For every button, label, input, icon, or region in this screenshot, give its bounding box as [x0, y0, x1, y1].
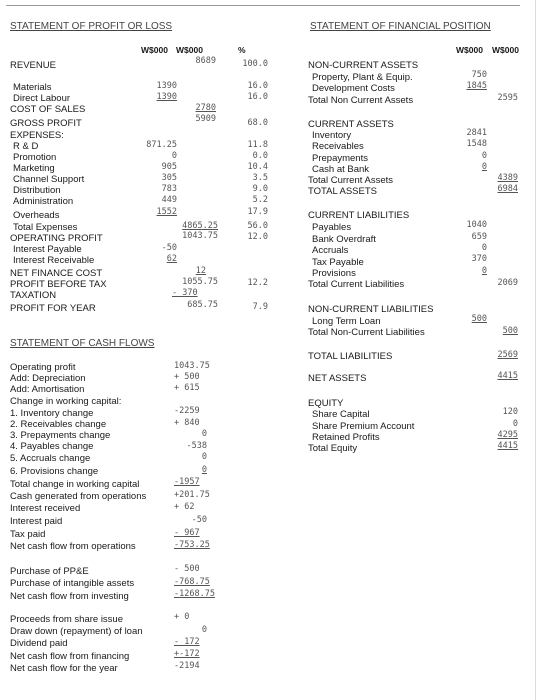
pl-pct-revenue: 100.0: [242, 59, 268, 69]
pl-label-net-finance-cost: NET FINANCE COST: [10, 268, 103, 279]
pl-pct-rnd: 11.8: [247, 140, 268, 150]
fp-label-share-premium: Share Premium Account: [312, 421, 415, 432]
fp-label-total-assets: TOTAL ASSETS: [308, 186, 377, 197]
cf-label-net-financing: Net cash flow from financing: [10, 651, 130, 662]
fp-val-inventory: 2841: [466, 128, 487, 138]
fp-label-total-nca: Total Non Current Assets: [308, 95, 414, 106]
cf-val-provisions-change: 0: [201, 465, 207, 475]
cf-label-payables-change: 4. Payables change: [10, 441, 94, 452]
fp-val-total-liabilities: 2569: [497, 350, 518, 360]
fp-label-total-current-assets: Total Current Assets: [308, 175, 394, 186]
pl-pct-total-expenses: 56.0: [247, 221, 268, 231]
cf-label-purchase-ppe: Purchase of PP&E: [10, 566, 89, 577]
cf-label-net-investing: Net cash flow from investing: [10, 591, 129, 602]
fp-val-total-current-assets: 4389: [497, 173, 518, 183]
pl-label-overheads: Overheads: [13, 210, 60, 221]
fp-val-cash-at-bank: 0: [481, 162, 487, 172]
pl-val-administration: 449: [161, 195, 177, 205]
cf-label-cash-generated: Cash generated from operations: [10, 491, 147, 502]
fp-label-provisions: Provisions: [312, 268, 356, 279]
pl-pct-profit-for-year: 7.9: [252, 302, 268, 312]
fp-label-ppe: Property, Plant & Equip.: [312, 72, 413, 83]
pl-pct-marketing: 10.4: [247, 162, 268, 172]
cf-val-payables-change: -538: [186, 441, 207, 451]
pl-val-gross-profit: 5909: [195, 114, 216, 124]
cf-label-interest-paid: Interest paid: [10, 516, 63, 527]
fp-val-total-equity: 4415: [497, 441, 518, 451]
cf-label-inventory-change: 1. Inventory change: [10, 408, 94, 419]
fp-label-nca: NON-CURRENT ASSETS: [308, 60, 419, 71]
pl-pct-gross-profit: 68.0: [247, 118, 268, 128]
pl-label-direct-labour: Direct Labour: [13, 93, 71, 104]
cf-val-purchase-ppe: - 500: [174, 564, 200, 574]
pl-pct-overheads: 17.9: [247, 207, 268, 217]
cf-val-receivables-change: + 840: [174, 418, 200, 428]
pl-pct-distribution: 9.0: [252, 184, 268, 194]
pl-val-profit-before-tax: 1055.75: [182, 277, 218, 287]
cf-val-interest-paid: -50: [191, 515, 207, 525]
cf-label-total-wc-change: Total change in working capital: [10, 479, 140, 490]
pl-pct-direct-labour: 16.0: [247, 92, 268, 102]
cf-label-working-capital: Change in working capital:: [10, 396, 122, 407]
pl-val-overheads: 1552: [156, 207, 177, 217]
fp-label-total-ncl: Total Non-Current Liabilities: [308, 327, 425, 338]
cf-val-inventory-change: -2259: [174, 406, 200, 416]
fp-label-prepayments: Prepayments: [312, 153, 368, 164]
fp-label-long-term-loan: Long Term Loan: [312, 316, 381, 327]
cf-val-net-operations: -753.25: [174, 540, 210, 550]
cf-val-net-year: -2194: [174, 661, 200, 671]
cf-val-tax-paid: - 967: [174, 528, 200, 538]
fp-label-total-current-liabilities: Total Current Liabilities: [308, 279, 405, 290]
pl-label-taxation: TAXATION: [10, 290, 57, 301]
cf-val-accruals-change: 0: [201, 452, 207, 462]
cf-label-net-year: Net cash flow for the year: [10, 663, 118, 674]
pl-pct-operating-profit: 12.0: [247, 232, 268, 242]
pl-val-rnd: 871.25: [146, 140, 177, 150]
right-border: [535, 0, 536, 700]
pl-label-interest-payable: Interest Payable: [13, 244, 82, 255]
fp-val-payables: 1040: [466, 220, 487, 230]
pl-val-materials: 1390: [156, 81, 177, 91]
fp-val-accruals: 0: [481, 243, 487, 253]
fp-val-total-assets: 6984: [497, 184, 518, 194]
cf-val-loan: 0: [201, 625, 207, 635]
pl-label-promotion: Promotion: [13, 152, 57, 163]
pl-col1-header: W$000: [141, 45, 168, 55]
cf-val-amortisation: + 615: [174, 383, 200, 393]
cf-label-accruals-change: 5. Accruals change: [10, 453, 91, 464]
fp-label-dev-costs: Development Costs: [312, 83, 395, 94]
pl-col3-header: %: [238, 45, 246, 55]
fp-label-ncl: NON-CURRENT LIABILITIES: [308, 304, 434, 315]
cf-val-operating-profit: 1043.75: [174, 361, 210, 371]
fp-val-retained-profits: 4295: [497, 430, 518, 440]
cf-val-net-investing: -1268.75: [174, 589, 215, 599]
fp-label-total-equity: Total Equity: [308, 443, 358, 454]
fp-val-share-premium: 0: [512, 419, 518, 429]
fp-label-inventory: Inventory: [312, 130, 352, 141]
pl-pct-promotion: 0.0: [252, 151, 268, 161]
pl-val-interest-receivable: 62: [166, 254, 177, 264]
cf-val-prepayments-change: 0: [201, 429, 207, 439]
pl-label-interest-receivable: Interest Receivable: [13, 255, 95, 266]
fp-title: STATEMENT OF FINANCIAL POSITION: [310, 21, 491, 32]
cf-val-dividend: - 172: [174, 637, 200, 647]
fp-label-current-assets: CURRENT ASSETS: [308, 119, 394, 130]
fp-label-equity: EQUITY: [308, 398, 344, 409]
pl-pct-profit-before-tax: 12.2: [247, 278, 268, 288]
fp-label-accruals: Accruals: [312, 245, 349, 256]
cf-label-interest-received: Interest received: [10, 503, 81, 514]
pl-pct-channel-support: 3.5: [252, 173, 268, 183]
cf-label-dividend: Dividend paid: [10, 638, 68, 649]
fp-label-bank-overdraft: Bank Overdraft: [312, 234, 376, 245]
pl-val-cost-of-sales: 2780: [195, 103, 216, 113]
fp-val-net-assets: 4415: [497, 371, 518, 381]
pl-val-revenue: 8689: [195, 56, 216, 66]
pl-label-channel-support: Channel Support: [13, 174, 85, 185]
pl-label-cost-of-sales: COST OF SALES: [10, 104, 86, 115]
pl-label-revenue: REVENUE: [10, 60, 56, 71]
cf-title: STATEMENT OF CASH FLOWS: [10, 338, 155, 349]
cf-val-purchase-intangible: -768.75: [174, 577, 210, 587]
pl-label-distribution: Distribution: [13, 185, 61, 196]
cf-val-total-wc-change: -1957: [174, 477, 200, 487]
fp-val-dev-costs: 1845: [466, 81, 487, 91]
cf-label-operating-profit: Operating profit: [10, 362, 76, 373]
pl-label-operating-profit: OPERATING PROFIT: [10, 233, 103, 244]
pl-label-total-expenses: Total Expenses: [13, 222, 78, 233]
pl-val-net-finance-cost: 12: [195, 266, 206, 276]
pl-val-direct-labour: 1390: [156, 92, 177, 102]
pl-label-marketing: Marketing: [13, 163, 55, 174]
pl-pct-materials: 16.0: [247, 81, 268, 91]
fp-val-prepayments: 0: [481, 151, 487, 161]
fp-val-provisions: 0: [481, 266, 487, 276]
pl-col2-header: W$000: [176, 45, 203, 55]
pl-val-profit-for-year: 685.75: [187, 300, 218, 310]
cf-label-prepayments-change: 3. Prepayments change: [10, 430, 111, 441]
cf-label-purchase-intangible: Purchase of intangible assets: [10, 578, 135, 589]
pl-val-distribution: 783: [161, 184, 177, 194]
pl-label-rnd: R & D: [13, 141, 39, 152]
pl-val-taxation: - 370: [172, 288, 198, 298]
cf-val-cash-generated: +201.75: [174, 490, 210, 500]
pl-label-gross-profit: GROSS PROFIT: [10, 118, 82, 129]
pl-val-channel-support: 305: [161, 173, 177, 183]
pl-title: STATEMENT OF PROFIT OR LOSS: [10, 21, 173, 32]
fp-val-share-capital: 120: [502, 407, 518, 417]
fp-label-tax-payable: Tax Payable: [312, 257, 364, 268]
pl-val-total-expenses: 4865.25: [182, 221, 218, 231]
fp-col1-header: W$000: [456, 45, 483, 55]
pl-label-profit-for-year: PROFIT FOR YEAR: [10, 303, 96, 314]
pl-label-administration: Administration: [13, 196, 74, 207]
cf-val-depreciation: + 500: [174, 372, 200, 382]
cf-val-interest-received: + 62: [174, 502, 195, 512]
top-rule: [6, 5, 520, 6]
fp-val-total-ncl: 500: [502, 326, 518, 336]
pl-label-profit-before-tax: PROFIT BEFORE TAX: [10, 279, 107, 290]
cf-label-provisions-change: 6. Provisions change: [10, 466, 99, 477]
fp-label-payables: Payables: [312, 222, 352, 233]
fp-col2-header: W$000: [492, 45, 519, 55]
cf-val-net-financing: +-172: [174, 649, 200, 659]
cf-label-depreciation: Add: Depreciation: [10, 373, 86, 384]
fp-label-cash-at-bank: Cash at Bank: [312, 164, 370, 175]
pl-val-promotion: 0: [171, 151, 177, 161]
cf-label-tax-paid: Tax paid: [10, 529, 46, 540]
cf-label-share-issue: Proceeds from share issue: [10, 614, 123, 625]
fp-label-retained-profits: Retained Profits: [312, 432, 380, 443]
fp-label-share-capital: Share Capital: [312, 409, 370, 420]
cf-label-net-operations: Net cash flow from operations: [10, 541, 136, 552]
pl-label-materials: Materials: [13, 82, 52, 93]
fp-val-long-term-loan: 500: [471, 314, 487, 324]
pl-val-marketing: 905: [161, 162, 177, 172]
pl-val-operating-profit: 1043.75: [182, 231, 218, 241]
pl-pct-administration: 5.2: [252, 195, 268, 205]
cf-label-receivables-change: 2. Receivables change: [10, 419, 107, 430]
fp-val-bank-overdraft: 659: [471, 232, 487, 242]
fp-val-total-nca: 2595: [497, 93, 518, 103]
fp-label-total-liabilities: TOTAL LIABILITIES: [308, 351, 393, 362]
pl-label-expenses: EXPENSES:: [10, 130, 64, 141]
cf-label-amortisation: Add: Amortisation: [10, 384, 85, 395]
cf-label-loan: Draw down (repayment) of loan: [10, 626, 143, 637]
fp-label-net-assets: NET ASSETS: [308, 373, 367, 384]
pl-val-interest-payable: -50: [161, 243, 177, 253]
fp-label-receivables: Receivables: [312, 141, 364, 152]
fp-val-tax-payable: 370: [471, 254, 487, 264]
fp-val-ppe: 750: [471, 70, 487, 80]
fp-label-current-liabilities: CURRENT LIABILITIES: [308, 210, 410, 221]
fp-val-total-current-liabilities: 2069: [497, 278, 518, 288]
fp-val-receivables: 1548: [466, 139, 487, 149]
cf-val-share-issue: + 0: [174, 612, 190, 622]
